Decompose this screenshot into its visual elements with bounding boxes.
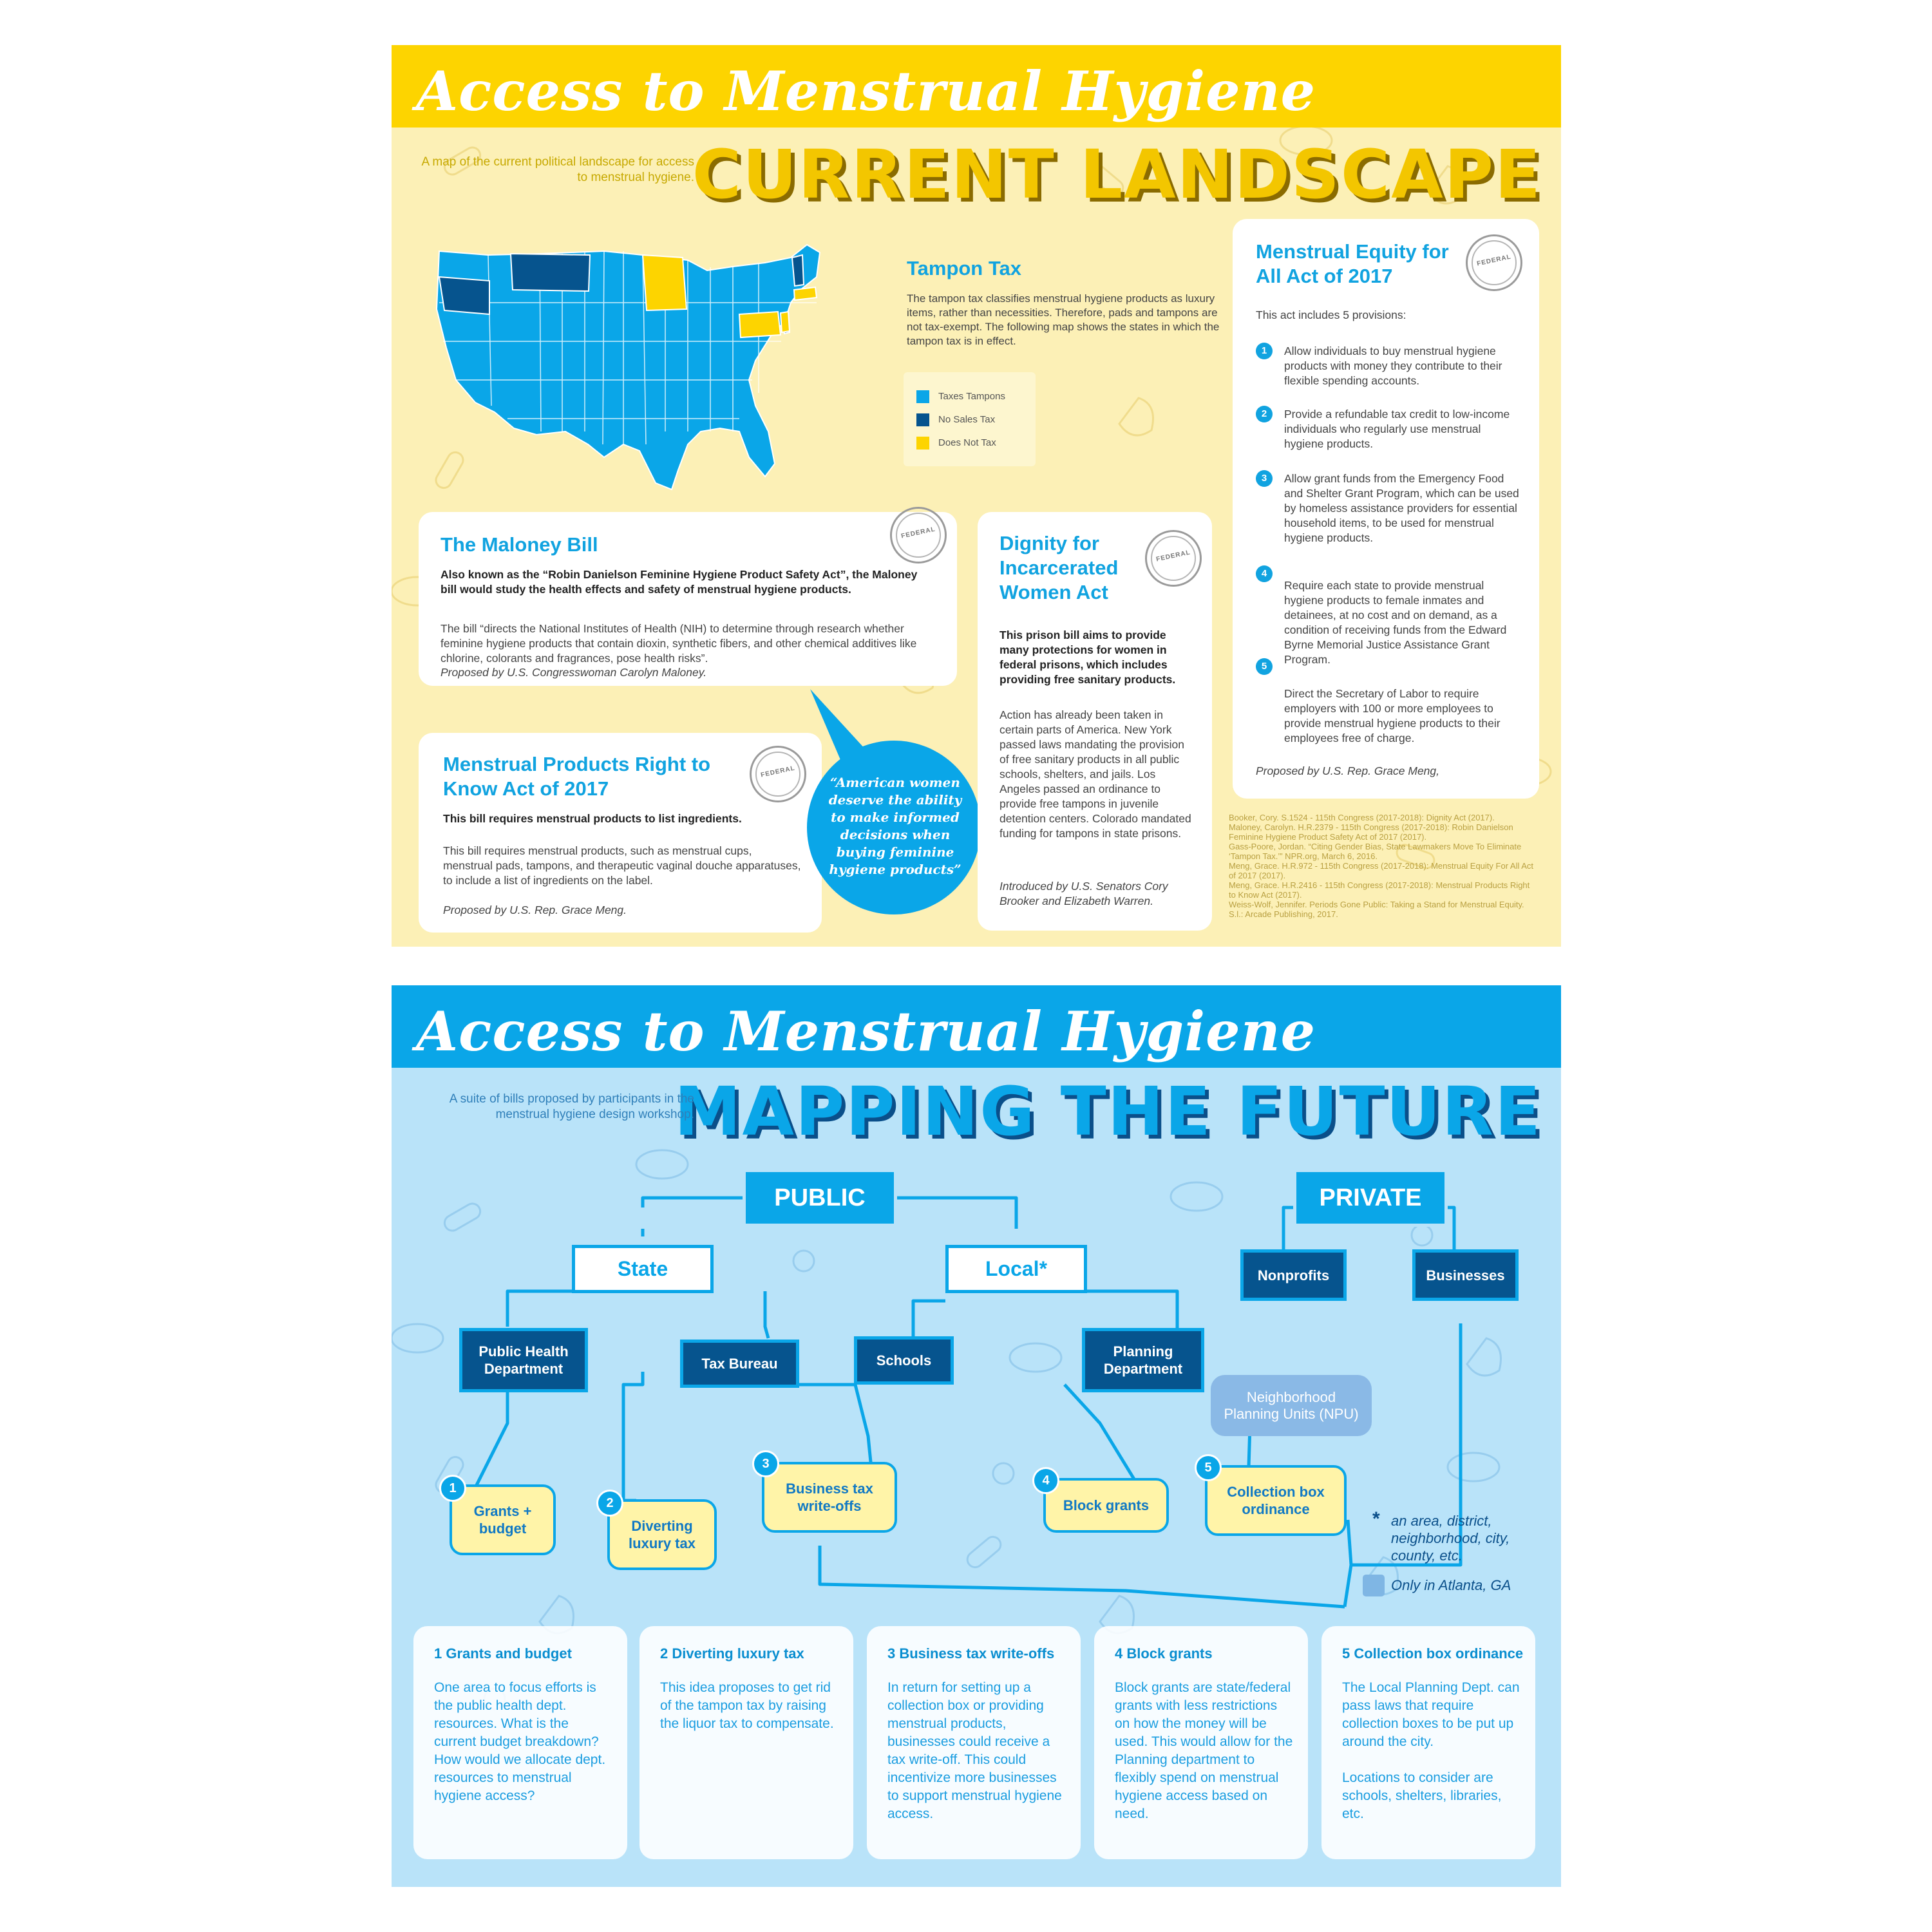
businesses-box: Businesses — [1412, 1249, 1519, 1301]
page-title: CURRENT LANDSCAPE — [692, 135, 1542, 214]
planning-department-box: Planning Department — [1082, 1328, 1204, 1392]
leaf-collection-box-ordinance: Collection box ordinance — [1205, 1465, 1347, 1536]
legend-label: Taxes Tampons — [938, 391, 1005, 402]
right-to-know-intro: This bill requires menstrual products to list ingredients. — [443, 812, 742, 825]
equity-intro: This act includes 5 provisions: — [1256, 308, 1406, 321]
provision-text: Direct the Secretary of Labor to require employers with 100 or more employees to provide menstrual hygiene products to their employees free of charge. — [1284, 687, 1501, 744]
leaf-block-grants: Block grants — [1043, 1478, 1169, 1533]
federal-stamp-icon: FEDERAL — [890, 507, 947, 564]
federal-stamp-icon: FEDERAL — [1145, 530, 1202, 587]
idea-card — [1321, 1626, 1535, 1859]
page-title: MAPPING THE FUTURE — [674, 1072, 1542, 1151]
idea-title: 1 Grants and budget — [434, 1645, 572, 1662]
reference-item: Meng, Grace. H.R.972 - 115th Congress (2017-2018): Menstrual Equity For All Act of 2017 (2017). — [1229, 861, 1534, 880]
leaf-number-badge: 5 — [1195, 1454, 1222, 1481]
leaf-number-badge: 4 — [1032, 1467, 1059, 1494]
map-no-tax-newhampshire — [792, 255, 804, 286]
mapping-the-future-poster — [392, 985, 1561, 1887]
dignity-title: Dignity for Incarcerated Women Act — [999, 532, 1119, 603]
menstrual-equity-card — [1233, 219, 1539, 799]
dignity-intro: This prison bill aims to provide many protections for women in federal prisons, which includes providing free sanitary products. — [999, 629, 1176, 686]
idea-card — [867, 1626, 1081, 1859]
idea-card — [1094, 1626, 1308, 1859]
leaf-number-badge: 3 — [752, 1450, 779, 1477]
atlanta-note: Only in Atlanta, GA — [1391, 1577, 1511, 1593]
provision-text: Provide a refundable tax credit to low-income individuals who regularly use menstrual hygiene products. — [1284, 408, 1510, 450]
idea-title: 3 Business tax write-offs — [887, 1645, 1055, 1662]
public-box: PUBLIC — [743, 1169, 897, 1227]
reference-item: Booker, Cory. S.1524 - 115th Congress (2017-2018): Dignity Act (2017). — [1229, 813, 1495, 822]
legend-swatch-no-sales-tax — [916, 413, 929, 426]
leaf-number-badge: 2 — [596, 1490, 623, 1517]
provision-text: Allow individuals to buy menstrual hygiene products with money they contribute to their flexible spending accounts. — [1284, 345, 1502, 387]
provision-number: 3 — [1256, 470, 1273, 487]
atlanta-swatch — [1363, 1575, 1385, 1596]
idea-body: The Local Planning Dept. can pass laws that require collection boxes to be put up around the city. Locations to consider are schools, shelters, libraries, etc. — [1342, 1680, 1520, 1821]
script-title: Access to Menstrual Hygiene — [416, 999, 1316, 1063]
leaf-number-badge: 1 — [439, 1475, 466, 1502]
subtitle: A suite of bills proposed by participants in the menstrual hygiene design workshop. — [449, 1092, 694, 1121]
idea-body: This idea proposes to get rid of the tampon tax by raising the liquor tax to compensate. — [660, 1680, 834, 1731]
map-does-not-minnesota — [643, 255, 687, 310]
map-does-not-massachusetts — [794, 287, 817, 300]
dignity-body: Action has already been taken in certain parts of America. New York passed laws mandating the provision of free sanitary products in all public schools, shelters, and jails. Los Angeles passed an ordinance to provide free tampons in juvenile detention centers. Colorado mandated funding for tampons in state prisons. — [999, 708, 1191, 840]
right-to-know-title: Menstrual Products Right to Know Act of 2017 — [443, 753, 711, 800]
tax-bureau-box: Tax Bureau — [680, 1340, 799, 1388]
quote-text: “American women deserve the ability to make informed decisions when buying feminine hygiene products” — [828, 775, 962, 877]
map-does-not-newjersey — [781, 312, 790, 332]
reference-item: Meng, Grace. H.R.2416 - 115th Congress (2017-2018): Menstrual Products Right to Know Act (2017). — [1229, 880, 1530, 900]
provision-number: 2 — [1256, 406, 1273, 422]
subtitle: A map of the current political landscape for access to menstrual hygiene. — [421, 155, 694, 184]
footnote-asterisk: * — [1372, 1508, 1380, 1530]
idea-card — [639, 1626, 853, 1859]
map-taxes-region — [437, 245, 820, 489]
federal-stamp-icon: FEDERAL — [750, 746, 806, 802]
idea-body: In return for setting up a collection box or providing menstrual products, businesses could receive a tax write-off. This could incentivize more businesses to support menstrual hygiene access. — [887, 1680, 1062, 1821]
leaf-diverting-luxury-tax: Diverting luxury tax — [607, 1499, 717, 1570]
legend-label: No Sales Tax — [938, 414, 996, 425]
maloney-footer: Proposed by U.S. Congresswoman Carolyn Maloney. — [440, 666, 707, 679]
reference-item: Gass-Poore, Jordan. “Citing Gender Bias, State Lawmakers Move To Eliminate ‘Tampon Tax.’” NPR.org, March 6, 2016. — [1229, 842, 1522, 861]
references — [1229, 813, 1538, 919]
public-health-box: Public Health Department — [459, 1328, 588, 1392]
dignity-footer: Introduced by U.S. Senators Cory Brooker and Elizabeth Warren. — [999, 880, 1168, 907]
idea-title: 5 Collection box ordinance — [1342, 1645, 1524, 1662]
provision-number: 5 — [1256, 658, 1273, 675]
provision-number: 1 — [1256, 343, 1273, 359]
provision-number: 4 — [1256, 565, 1273, 582]
npu-box: Neighborhood Planning Units (NPU) — [1211, 1375, 1372, 1436]
map-does-not-pennsylvania — [739, 312, 781, 337]
maloney-bill-card — [419, 512, 957, 686]
script-title: Access to Menstrual Hygiene — [416, 59, 1316, 123]
state-box: State — [572, 1245, 714, 1293]
maloney-body: The bill “directs the National Institutes of Health (NIH) to determine through research whether feminine hygiene products that contain dioxin, synthetic fibers, and other chemical additives like chlorine, colorants and fragrances, pose health risks”. — [440, 622, 917, 665]
map-no-tax-montana — [511, 254, 590, 291]
nonprofits-box: Nonprofits — [1240, 1249, 1347, 1301]
tampon-tax-body: The tampon tax classifies menstrual hygiene products as luxury items, rather than necessities. Therefore, pads and tampons are not tax-exempt. The following map shows the states in which the tampon tax is in effect. — [907, 292, 1220, 347]
provision-text: Allow grant funds from the Emergency Food and Shelter Grant Program, which can be used by homeless assistance providers for essential household items, to be used for menstrual hygiene products. — [1284, 472, 1519, 544]
right-to-know-footer: Proposed by U.S. Rep. Grace Meng. — [443, 904, 627, 916]
legend-swatch-does-not-tax — [916, 437, 929, 450]
tampon-tax-title: Tampon Tax — [907, 257, 1021, 279]
leaf-grants-budget: Grants + budget — [450, 1484, 556, 1555]
provision-text: Require each state to provide menstrual hygiene products to female inmates and detainees, at no cost and on demand, as a condition of receiving funds from the Edward Byrne Memorial Justice Assistance Grant Program. — [1284, 579, 1507, 666]
dignity-act-card — [978, 512, 1212, 931]
us-tampon-tax-map — [430, 238, 842, 496]
map-no-tax-oregon — [439, 277, 489, 314]
maloney-title: The Maloney Bill — [440, 533, 598, 556]
legend-label: Does Not Tax — [938, 437, 996, 448]
right-to-know-body: This bill requires menstrual products, such as menstrual cups, menstrual pads, tampons, and therapeutic vaginal douche apparatuses, to include a list of ingredients on the label. — [443, 844, 801, 887]
current-landscape-poster — [392, 45, 1561, 947]
equity-title: Menstrual Equity for All Act of 2017 — [1256, 240, 1449, 287]
equity-footer: Proposed by U.S. Rep. Grace Meng, — [1256, 764, 1439, 777]
footnote-text: an area, district, neighborhood, city, county, etc. — [1391, 1513, 1510, 1564]
idea-body: One area to focus efforts is the public health dept. resources. What is the current budget breakdown? How would we allocate dept. resources to menstrual hygiene access? — [434, 1680, 606, 1803]
idea-card — [413, 1626, 627, 1859]
idea-title: 2 Diverting luxury tax — [660, 1645, 804, 1662]
local-box: Local* — [945, 1245, 1087, 1293]
legend-swatch-taxes — [916, 390, 929, 403]
private-box: PRIVATE — [1293, 1169, 1448, 1227]
reference-item: Maloney, Carolyn. H.R.2379 - 115th Congress (2017-2018): Robin Danielson Feminine Hygiene Product Safety Act of 2017 (2017). — [1229, 822, 1513, 842]
idea-body: Block grants are state/federal grants with less restrictions on how the money will be used. This would allow for the Planning department to flexibly spend on menstrual hygiene access based on need. — [1115, 1680, 1293, 1821]
schools-box: Schools — [854, 1336, 954, 1385]
map-legend — [904, 372, 1036, 466]
leaf-business-tax-write-offs: Business tax write-offs — [762, 1462, 897, 1533]
right-to-know-card — [419, 733, 822, 933]
federal-stamp-icon: FEDERAL — [1466, 234, 1522, 291]
maloney-intro: Also known as the “Robin Danielson Feminine Hygiene Product Safety Act”, the Maloney bill would study the health effects and safety of menstrual hygiene products. — [440, 568, 918, 596]
reference-item: Weiss-Wolf, Jennifer. Periods Gone Public: Taking a Stand for Menstrual Equity. S.l.: Arcade Publishing, 2017. — [1229, 900, 1524, 919]
idea-title: 4 Block grants — [1115, 1645, 1213, 1662]
